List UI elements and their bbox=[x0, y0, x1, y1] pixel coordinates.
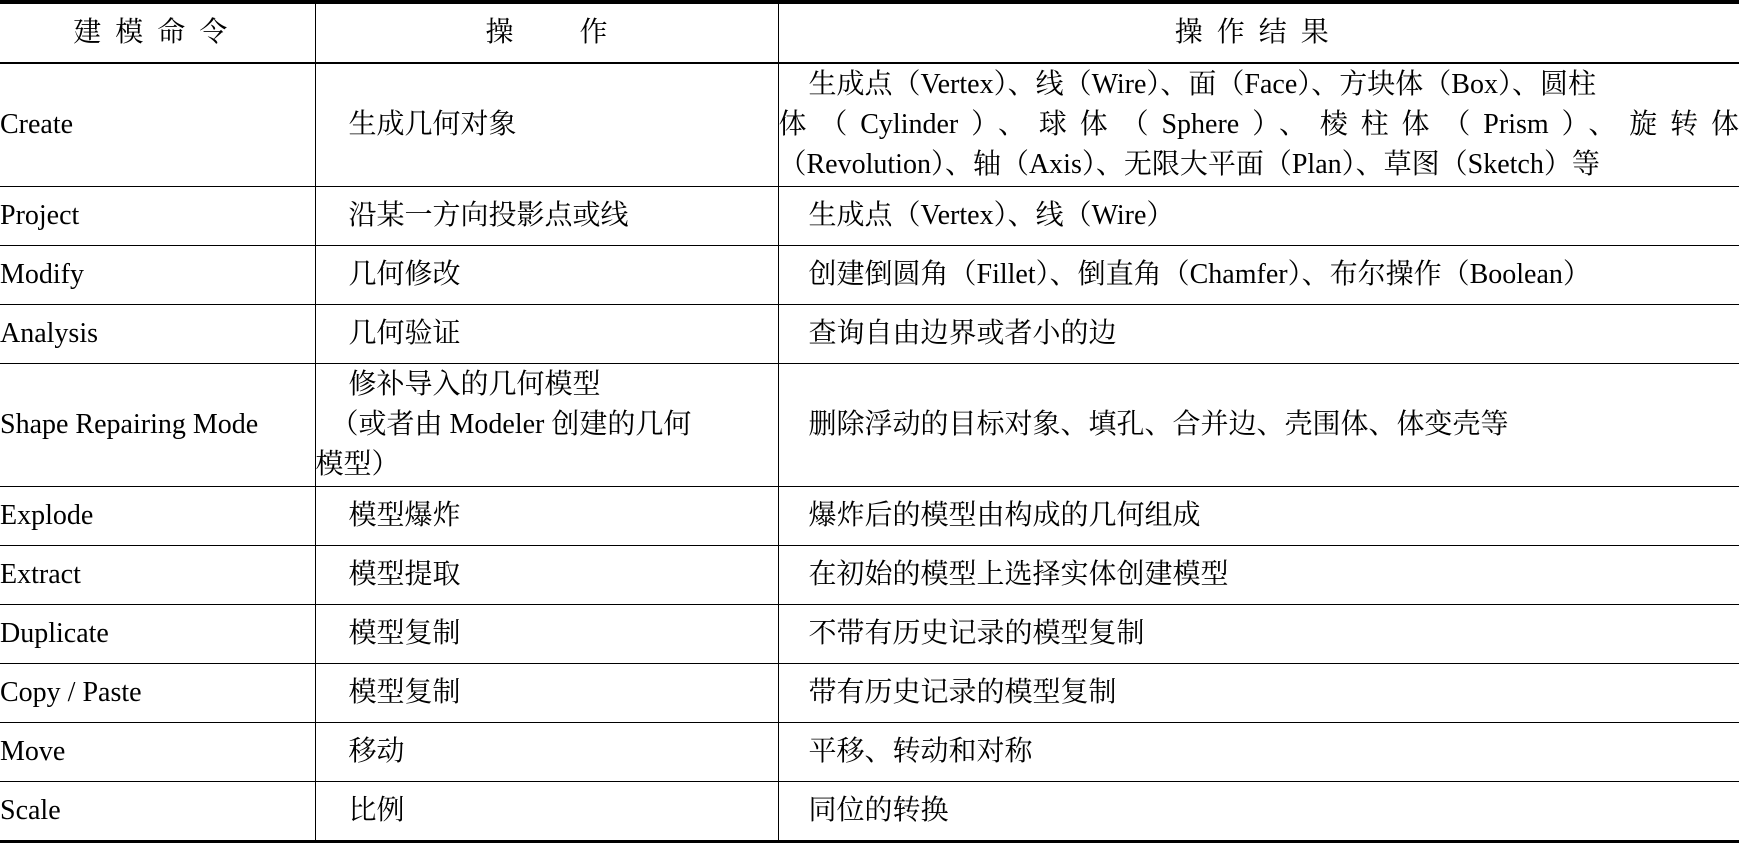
header-operation: 操作 bbox=[315, 2, 778, 63]
command-cell: Copy / Paste bbox=[0, 664, 315, 723]
result-cell bbox=[778, 723, 1739, 782]
result-cell bbox=[778, 487, 1739, 546]
result-cell bbox=[778, 246, 1739, 305]
table-row bbox=[0, 364, 1739, 487]
result-line: 体（Cylinder）、球体（Sphere）、棱柱体（Prism）、旋转体 bbox=[778, 109, 1739, 140]
command-cell: Shape Repairing Mode bbox=[0, 364, 315, 487]
operation-cell bbox=[315, 246, 778, 305]
result-cell bbox=[778, 782, 1739, 842]
operation-text: 移动 bbox=[348, 736, 405, 767]
result-cell bbox=[778, 546, 1739, 605]
table-row bbox=[0, 664, 1739, 723]
result-text: 带有历史记录的模型复制 bbox=[808, 677, 1117, 708]
operation-cell bbox=[315, 187, 778, 246]
operation-cell bbox=[315, 364, 778, 487]
table-row bbox=[0, 63, 1739, 187]
command-cell: Create bbox=[0, 63, 315, 187]
operation-cell bbox=[315, 782, 778, 842]
result-cell bbox=[778, 305, 1739, 364]
operation-text: 模型复制 bbox=[348, 677, 461, 708]
header-result: 操作结果 bbox=[778, 2, 1739, 63]
operation-cell bbox=[315, 723, 778, 782]
command-cell: Explode bbox=[0, 487, 315, 546]
result-text: 生成点（Vertex）、线（Wire） bbox=[808, 200, 1175, 231]
result-text: 删除浮动的目标对象、填孔、合并边、壳围体、体变壳等 bbox=[808, 409, 1509, 440]
operation-cell bbox=[315, 664, 778, 723]
operation-cell bbox=[315, 605, 778, 664]
operation-text: 沿某一方向投影点或线 bbox=[348, 200, 629, 231]
result-text: 爆炸后的模型由构成的几何组成 bbox=[808, 500, 1201, 531]
operation-cell bbox=[315, 546, 778, 605]
result-cell bbox=[778, 605, 1739, 664]
result-text: 同位的转换 bbox=[808, 795, 949, 826]
command-cell: Move bbox=[0, 723, 315, 782]
header-row bbox=[0, 2, 1739, 63]
table-row bbox=[0, 246, 1739, 305]
operation-cell bbox=[315, 63, 778, 187]
operation-text: 几何验证 bbox=[348, 318, 461, 349]
result-text: 查询自由边界或者小的边 bbox=[808, 318, 1117, 349]
operation-cell bbox=[315, 305, 778, 364]
command-cell: Scale bbox=[0, 782, 315, 842]
table-row bbox=[0, 187, 1739, 246]
result-line: （Revolution）、轴（Axis）、无限大平面（Plan）、草图（Sketch）等 bbox=[778, 149, 1600, 180]
command-cell: Duplicate bbox=[0, 605, 315, 664]
table-row bbox=[0, 487, 1739, 546]
command-cell: Modify bbox=[0, 246, 315, 305]
result-text: 创建倒圆角（Fillet）、倒直角（Chamfer）、布尔操作（Boolean） bbox=[808, 259, 1591, 290]
command-cell: Project bbox=[0, 187, 315, 246]
table-row bbox=[0, 723, 1739, 782]
operation-line: （或者由 Modeler 创建的几何 bbox=[330, 409, 692, 440]
operation-text: 模型复制 bbox=[348, 618, 461, 649]
table-row bbox=[0, 605, 1739, 664]
header-command: 建模命令 bbox=[0, 2, 315, 63]
result-line: 生成点（Vertex）、线（Wire）、面（Face）、方块体（Box）、圆柱 bbox=[808, 69, 1596, 100]
result-cell bbox=[778, 63, 1739, 187]
command-cell: Analysis bbox=[0, 305, 315, 364]
operation-line: 模型） bbox=[315, 449, 400, 480]
operation-text: 生成几何对象 bbox=[348, 109, 517, 140]
table-row bbox=[0, 305, 1739, 364]
operation-text: 比例 bbox=[348, 795, 405, 826]
result-cell bbox=[778, 187, 1739, 246]
result-cell bbox=[778, 664, 1739, 723]
operation-line: 修补导入的几何模型 bbox=[348, 369, 601, 400]
command-cell: Extract bbox=[0, 546, 315, 605]
operation-text: 模型提取 bbox=[348, 559, 461, 590]
operation-text: 模型爆炸 bbox=[348, 500, 461, 531]
table-row bbox=[0, 782, 1739, 842]
result-cell bbox=[778, 364, 1739, 487]
result-text: 不带有历史记录的模型复制 bbox=[808, 618, 1145, 649]
result-text: 平移、转动和对称 bbox=[808, 736, 1033, 767]
operation-text: 几何修改 bbox=[348, 259, 461, 290]
operation-cell bbox=[315, 487, 778, 546]
table-row bbox=[0, 546, 1739, 605]
result-text: 在初始的模型上选择实体创建模型 bbox=[808, 559, 1229, 590]
